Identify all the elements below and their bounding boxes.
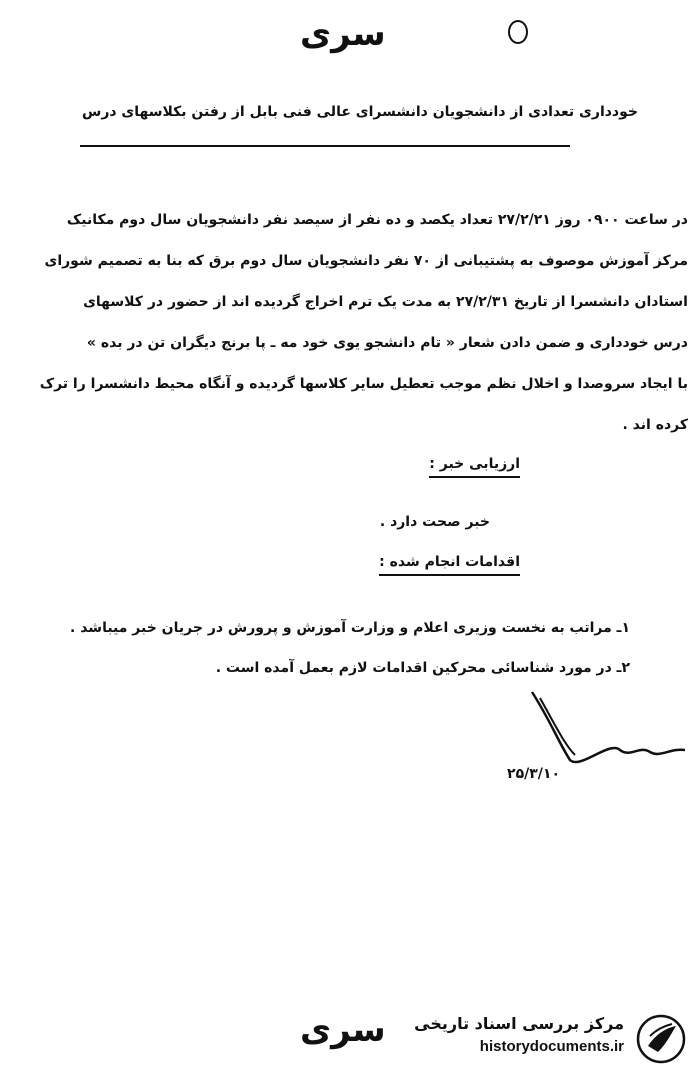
body-line: استادان دانشسرا از تاریخ ۲۷/۲/۳۱ به مدت یک ترم اخراج گردیده اند از حضور در کلاسهای — [83, 294, 688, 310]
watermark — [414, 1012, 688, 1064]
document-body — [28, 200, 688, 446]
handwritten-signature — [507, 690, 690, 790]
assessment-heading: ارزیابی خبر : — [429, 456, 520, 478]
body-line: با ایجاد سروصدا و اخلال نظم موجب تعطیل سایر کلاسها گردیده و آنگاه محیط دانشسرا را ترک — [39, 376, 688, 392]
classification-bottom: سری — [300, 1010, 386, 1050]
signature-date: ۲۵/۳/۱۰ — [507, 766, 560, 782]
body-line: در ساعت ۰۹۰۰ روز ۲۷/۲/۲۱ تعداد یکصد و ده نفر از سیصد نفر دانشجویان سال دوم مکانیک — [66, 212, 688, 228]
assessment-text: خبر صحت دارد . — [379, 514, 490, 530]
subject-underline — [80, 145, 570, 147]
action-item-2: ۲ـ در مورد شناسائی محرکین اقدامات لازم بعمل آمده است . — [215, 660, 630, 676]
document-center-logo-icon — [636, 1014, 686, 1064]
actions-heading: اقدامات انجام شده : — [379, 554, 520, 576]
body-line: مرکز آموزش موصوف به پشتیبانی از ۷۰ نفر دانشجویان سال دوم برق که بنا به تصمیم شورای — [44, 253, 688, 269]
action-item-1: ۱ـ مراتب به نخست وزیری اعلام و وزارت آموزش و پرورش در جریان خبر میباشد . — [70, 620, 630, 636]
document-subject: خودداری تعدادی از دانشجویان دانشسرای عالی فنی بابل از رفتن بکلاسهای درس — [82, 104, 638, 120]
watermark-title: مرکز بررسی اسناد تاریخی — [414, 1014, 624, 1033]
watermark-url: historydocuments.ir — [479, 1038, 624, 1055]
body-line: درس خودداری و ضمن دادن شعار « تام دانشجو یوی خود مه ـ پا برنج دیگران تن در بده » — [86, 335, 688, 351]
body-line: کرده اند . — [622, 417, 688, 433]
classification-top: سری — [300, 14, 386, 54]
circle-mark-icon — [508, 20, 528, 44]
